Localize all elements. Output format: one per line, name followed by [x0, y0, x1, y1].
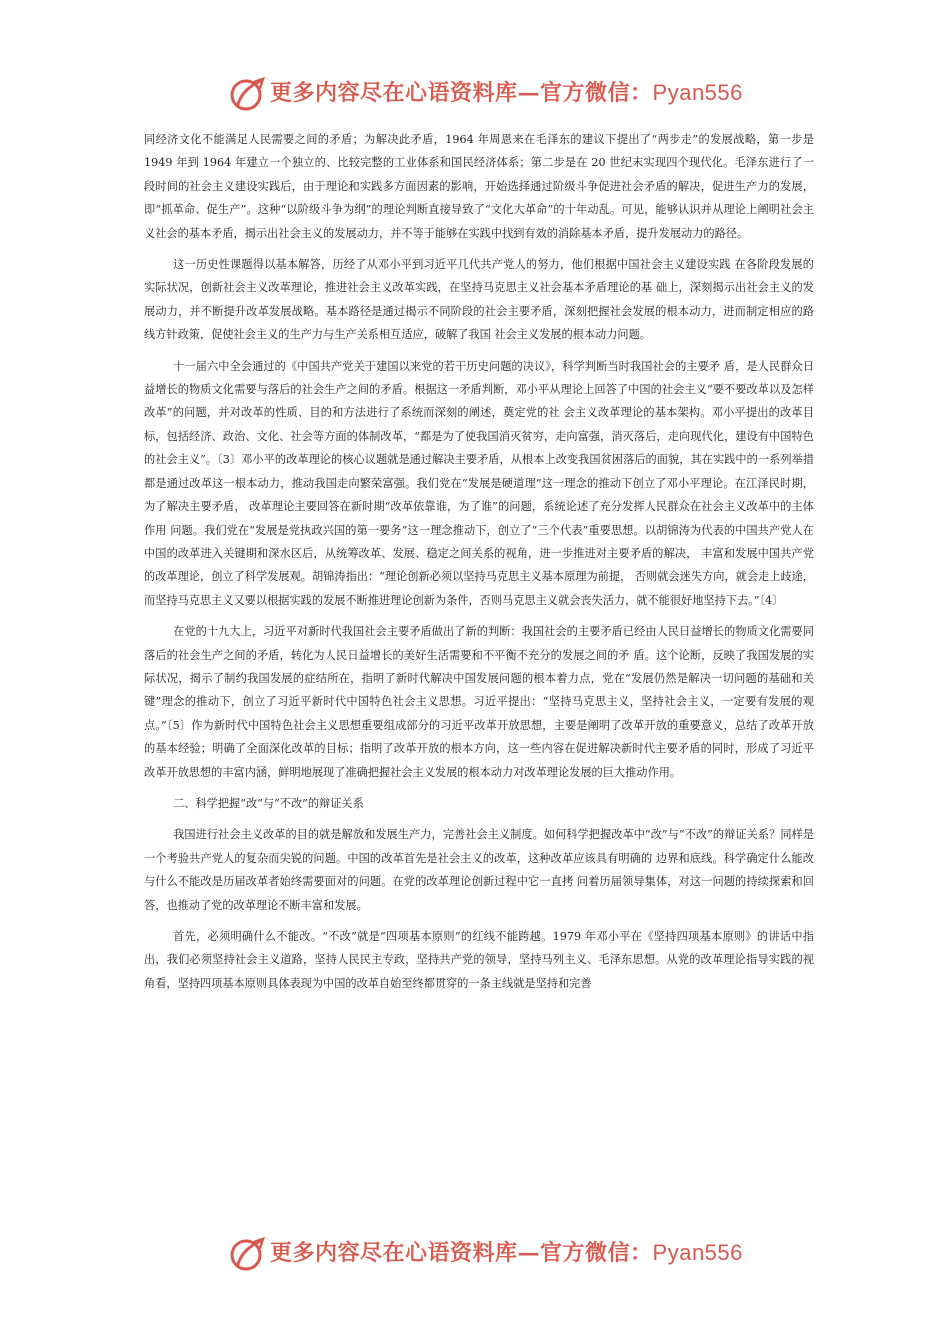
- paragraph: 十一届六中全会通过的《中国共产党关于建国以来党的若干历史问题的决议》，科学判断当时我国社会的主要矛 盾，是人民群众日益增长的物质文化需要与落后的社会生产之间的矛盾。根据这一矛盾判断，邓小平从理论上回答了中国的社会主义“要不要改革以及怎样改革”的问题，并对改革的性质、目的和方法进行了系统而深刻的阐述，奠定党的社 会主义改革理论的基本架构。邓小平提出的改革目标，包括经济、政治、文化、社会等方面的体制改革，“都是为了使我国消灭贫穷，走向富强，消灭落后，走向现代化，建设有中国特色的社会主义”。〔3〕邓小平的改革理论的核心议题就是通过解决主要矛盾，从根本上改变我国贫困落后的面貌，其在实践中的一系列举措都是通过改革这一根本动力，推动我国走向繁荣富强。我们党在“发展是硬道理”这一理念的推动下创立了邓小平理论。在江泽民时期，为了解决主要矛盾， 改革理论主要回答在新时期“改革依靠谁，为了谁”的问题，系统论述了充分发挥人民群众在社会主义改革中的主体作用 问题。我们党在“发展是党执政兴国的第一要务”这一理念推动下，创立了“三个代表”重要思想。以胡锦涛为代表的中国共产党人在中国的改革进入关键期和深水区后，从统筹改革、发展、稳定之间关系的视角，进一步推进对主要矛盾的解决， 丰富和发展中国共产党的改革理论，创立了科学发展观。胡锦涛指出：“理论创新必须以坚持马克思主义基本原理为前提， 否则就会迷失方向，就会走上歧途，而坚持马克思主义又要以根据实践的发展不断推进理论创新为条件，否则马克思主义就会丧失活力，就不能很好地坚持下去。”〔4〕: [144, 359, 814, 607]
- paragraph: 我国进行社会主义改革的目的就是解放和发展生产力，完善社会主义制度。如何科学把握改革中“改”与“不改”的辩证关系？同样是一个考验共产党人的复杂而尖锐的问题。中国的改革首先是社会主义的改革，这种改革应该具有明确的 边界和底线。科学确定什么能改与什么不能改是历届改革者始终需要面对的问题。在党的改革理论创新过程中它一直拷 问着历届领导集体，对这一问题的持续探索和回答，也推动了党的改革理论不断丰富和发展。: [144, 828, 814, 912]
- banner-sub-text: 官方微信：: [540, 80, 653, 106]
- logo-icon: [228, 74, 268, 114]
- banner-dash: —: [517, 1240, 541, 1266]
- banner-main-text: 更多内容尽在心语资料库: [270, 1240, 518, 1266]
- paragraph: 同经济文化不能满足人民需要之间的矛盾；为解决此矛盾，1964 年周恩来在毛泽东的建议下提出了“两步走”的发展战略，第一步是 1949 年到 1964 年建立一个独立的、比较完整的工业体系和国民经济体系；第二步是在 20 世纪末实现四个现代化。毛泽东进行了一段时间的社会主义建设实践后，由于理论和实践多方面因素的影响，开始选择通过阶级斗争促进社会矛盾的解决，促进生产力的发展，即“抓革命、促生产”。这种“以阶级斗争为纲”的理论判断直接导致了“文化大革命”的十年动乱。可见，能够认识并从理论上阐明社会主义社会的基本矛盾，揭示出社会主义的发展动力，并不等于能够在实践中找到有效的消除基本矛盾，提升发展动力的路径。: [144, 133, 814, 240]
- banner-handle: Pyan556: [652, 80, 743, 105]
- document-body: [144, 128, 814, 1003]
- paragraph: 在党的十九大上，习近平对新时代我国社会主要矛盾做出了新的判断：我国社会的主要矛盾已经由人民日益增长的物质文化需要同落后的社会生产之间的矛盾，转化为人民日益增长的美好生活需要和不平衡不充分的发展之间的矛 盾。这个论断，反映了我国发展的实际状况，揭示了制约我国发展的症结所在，指明了新时代解决中国发展问题的根本着力点，党在“发展仍然是解决一切问题的基础和关键”理念的推动下，创立了习近平新时代中国特色社会主义思想。习近平提出：“坚持马克思主义，坚持社会主义，一定要有发展的观点。”〔5〕作为新时代中国特色社会主义思想重要组成部分的习近平改革开放思想，主要是阐明了改革开放的重要意义，总结了改革开放的基本经验；明确了全面深化改革的目标；指明了改革开放的根本方向，这一些内容在促进解决新时代主要矛盾的同时，形成了习近平改革开放思想的丰富内涵，鲜明地展现了准确把握社会主义发展的根本动力对改革理论发展的巨大推动作用。: [144, 625, 814, 779]
- paragraph: 首先，必须明确什么不能改。“不改”就是“四项基本原则”的红线不能跨越。1979 年邓小平在《坚持四项基本原则》的讲话中指出，我们必须坚持社会主义道路，坚持人民民主专政，坚持共产党的领导，坚持马列主义、毛泽东思想。从党的改革理论指导实践的视角看，坚持四项基本原则具体表现为中国的改革自始至终都贯穿的一条主线就是坚持和完善: [144, 930, 814, 990]
- banner-dash: —: [517, 80, 541, 106]
- banner-text: [270, 1238, 743, 1269]
- footer-banner: [0, 1232, 950, 1276]
- banner-sub-text: 官方微信：: [540, 1240, 653, 1266]
- logo-icon: [228, 1234, 268, 1274]
- banner-handle: Pyan556: [652, 1240, 743, 1265]
- header-banner: [0, 72, 950, 116]
- section-heading: 二、科学把握“改”与“不改”的辩证关系: [173, 796, 364, 810]
- banner-text: [270, 78, 743, 109]
- banner-main-text: 更多内容尽在心语资料库: [270, 80, 518, 106]
- paragraph: 这一历史性课题得以基本解答，历经了从邓小平到习近平几代共产党人的努力，他们根据中国社会主义建设实践 在各阶段发展的实际状况，创新社会主义改革理论，推进社会主义改革实践，在坚持马克思主义社会基本矛盾理论的基 础上，深刻揭示出社会主义的发展动力，并不断提升改革发展战略。基本路径是通过揭示不同阶段的社会主要矛盾，深刻把握社会发展的根本动力，进而制定相应的路线方针政策，促使社会主义的生产力与生产关系相互适应，破解了我国 社会主义发展的根本动力问题。: [144, 258, 814, 342]
